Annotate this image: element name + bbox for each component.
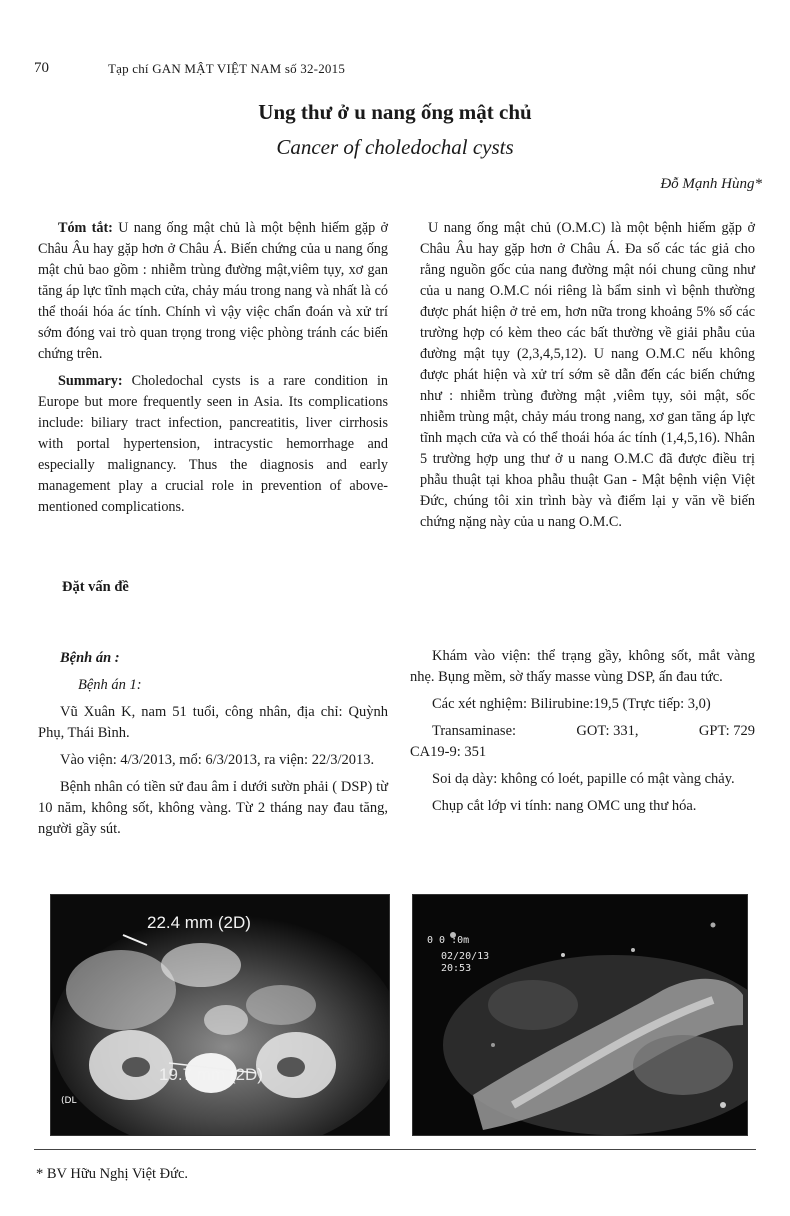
abstract-en-text: Choledochal cysts is a rare condition in Europe but more frequently seen in Asia. Its complications include: biliary tract infection, pancreatitis, liver cirrhosis with portal hypertension, intracystic hemorrhage and especially malignancy. Thus the diagnosis and early management play a crucial role in prevention of above-mentioned complications. [38, 373, 388, 515]
case-heading: Bệnh án : [60, 650, 120, 666]
gpt-value: GPT: 729 [698, 723, 755, 739]
ct-paragraph: Chụp cắt lớp vi tính: nang OMC ung thư hóa. [432, 798, 697, 814]
case-right-column [410, 646, 755, 823]
case-left-column [38, 648, 388, 846]
ca199-line: CA19-9: 351 [410, 744, 487, 760]
labs-paragraph: Các xét nghiệm: Bilirubine:19,5 (Trực tiếp: 3,0) [432, 696, 711, 712]
footnote-divider [34, 1149, 756, 1150]
transaminase-label: Transaminase: [432, 723, 517, 739]
abstract-vi-text: U nang ống mật chủ là một bệnh hiếm gặp ở Châu Âu hay gặp hơn ở Châu Á. Biến chứng của u nang ống mật chủ bao gồm : nhiễm trùng đường mật,viêm tụy, xơ gan tăng áp lực tĩnh mạch cửa, chảy máu trong nang và nhất là có thể thoái hóa ác tính. Chính vì vậy việc chẩn đoán và xử trí sớm đóng vai trò quan trọng trong việc phòng tránh các biến chứng trên. [38, 220, 388, 362]
case-paragraph: Bệnh nhân có tiền sử đau âm ỉ dưới sườn phải ( DSP) từ 10 năm, không sốt, không vàng. Từ 2 tháng nay đau tăng, người gầy sút. [38, 779, 388, 837]
article-title: Ung thư ở u nang ống mật chủ [258, 100, 532, 124]
endoscopy-metadata [427, 935, 489, 975]
exam-paragraph: Khám vào viện: thể trạng gầy, không sốt, mắt vàng nhẹ. Bụng mềm, sờ thấy masse vùng DSP, ấn đau tức. [410, 648, 755, 685]
journal-header: Tạp chí GAN MẬT VIỆT NAM số 32-2015 [108, 61, 346, 76]
footnote: * BV Hữu Nghị Việt Đức. [36, 1166, 189, 1182]
endoscopy-meta-line: 20:53 [441, 963, 472, 974]
abstract-vi-label: Tóm tắt: [58, 220, 113, 236]
abstract-en [38, 371, 388, 518]
article-subtitle: Cancer of choledochal cysts [276, 135, 514, 159]
endoscopy-graphic [413, 895, 748, 1136]
abstract-column [38, 218, 388, 524]
endoscopy-image [412, 894, 748, 1136]
ct-measurement-label-2: 19.7 mm (2D) [159, 1065, 263, 1084]
ct-measurement-label-1: 22.4 mm (2D) [147, 913, 251, 932]
case-subheading: Bệnh án 1: [78, 677, 142, 693]
endoscopy-meta-line: 02/20/13 [441, 951, 490, 962]
endoscopy-meta-line: 0 0 :0m [427, 935, 470, 946]
case-paragraph: Vào viện: 4/3/2013, mổ: 6/3/2013, ra viện: 22/3/2013. [60, 752, 375, 768]
abstract-en-label: Summary: [58, 373, 123, 389]
case-paragraph: Vũ Xuân K, nam 51 tuổi, công nhân, địa chỉ: Quỳnh Phụ, Thái Bình. [38, 704, 388, 741]
ct-scan-image [50, 894, 390, 1136]
intro-text: U nang ống mật chủ (O.M.C) là một bệnh hiếm gặp ở Châu Âu hay gặp hơn ở Châu Á. Đa số các tác giả cho rằng nguồn gốc của nang đường mật nói chung cũng như của u nang O.M.C nói riêng là bẩm sinh vì bệnh thường được phát hiện ở trẻ em, hơn nữa trong khoảng 5% số các trường hợp có kèm theo các bất thường về giải phẫu của đường mật tụy (2,3,4,5,12). U nang O.M.C nếu không được phát hiện và xử trí sớm sẽ dẫn đến các biến chứng như : nhiễm trùng đường mật ,viêm tụy, sỏi mật, sốc nhiễm trùng mật, chảy máu trong nang, xơ gan tăng áp lực tĩnh mạch cửa và có thể thoái hóa ác tính (1,4,5,16). Nhân 5 trường hợp ung thư ở u nang O.M.C đã được điều trị phẫu thuật tại khoa phẫu thuật Gan - Mật bệnh viện Việt Đức, chúng tôi xin trình bày và điểm lại y văn về biến chứng nặng này của u nang O.M.C. [420, 220, 755, 530]
page-number: 70 [34, 60, 49, 76]
got-value: GOT: 331, [576, 723, 639, 739]
transaminase-line [410, 721, 755, 742]
endoscopy-paragraph: Soi dạ dày: không có loét, papille có mật vàng chảy. [432, 771, 735, 787]
intro-column [420, 218, 755, 539]
abstract-vi [38, 218, 388, 365]
article-author: Đỗ Mạnh Hùng* [660, 176, 762, 192]
svg-text:(DL: (DL [61, 1096, 77, 1106]
intro-heading: Đặt vấn đề [62, 579, 129, 595]
